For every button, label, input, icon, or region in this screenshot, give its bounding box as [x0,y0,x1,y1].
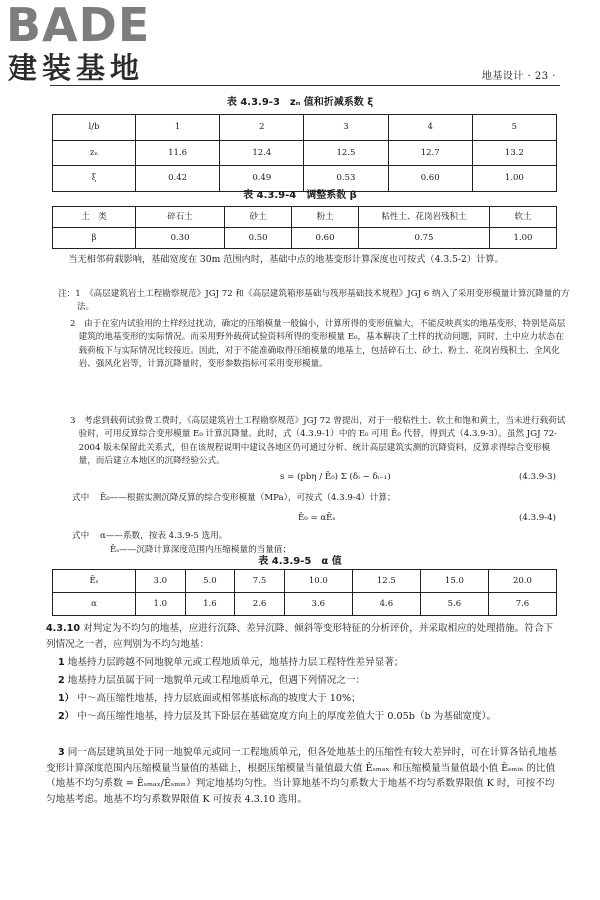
item-text: 地基持力层跨越不同地貌单元或工程地质单元，地基持力层工程特性差异显著； [67,657,404,668]
table-row [53,140,557,166]
table-1-caption: 表 4.3.9-3 zₙ 值和折减系数 ξ [226,97,374,108]
header-rule [50,85,560,86]
logo-text: BADE [6,0,151,52]
table-3-caption: 表 4.3.9-5 α 值 [258,556,342,567]
table-cell: 7.5 [235,570,285,593]
table-cell: 12.5 [304,140,388,166]
table-cell: 15.0 [420,570,488,593]
table-cell: 20.0 [488,570,556,593]
section-number: 4.3.10 [46,623,80,634]
where-symbol: α [99,531,106,541]
table-header-cell: 粘性土、花岗岩残积土 [359,207,490,228]
paragraph: 当无相邻荷载影响，基础宽度在 30m 范围内时，基础中点的地基变形计算深度也可按式（4.3.5-2）计算。 [68,254,504,265]
where-text: ——沉降计算深度范围内压缩模量的当量值； [119,545,292,555]
header-page-number: · 23 · [527,71,556,82]
where-clause-1 [72,492,396,504]
table-cell: 5.0 [185,570,235,593]
item-3 [46,745,558,807]
table-row [53,228,557,249]
where-prefix: 式中 [72,531,90,541]
table-cell: β [53,228,136,249]
item-text: 地基持力层虽属于同一地貌单元或工程地质单元，但遇下列情况之一： [67,675,366,686]
table-row [53,593,557,616]
table-row [53,570,557,593]
table-cell: 12.4 [220,140,304,166]
table-cell: l/b [53,115,136,141]
table-cell: 13.2 [472,140,556,166]
note-3: 3 考虑到载荷试验费工费时，《高层建筑岩土工程勘察规范》JGJ 72 曾提出，对于一般粘性土、软土和饱和黄土，当未进行载荷试验时，可用反算综合变形模量 E₀ 计算沉降量。此时，式（4.3.9-1）中的 E₀ 可用 Ē₀ 代替，得到式（4.3.9-3）。虽然 JGJ 72-2004 版未保留此关系式，但在该规程说明中建议各地区仍可通过分析、统计高层建筑实测的沉降资料，反算求得综合变形模量，而后建立本地区的沉降经验公式。 [70,416,566,466]
item-number: 2 [58,675,65,686]
where-symbol: Ēₛ [110,545,120,555]
item-2 [58,673,558,689]
table-cell: 3.6 [284,593,352,616]
table-cell: 1.0 [136,593,186,616]
table-cell: α [53,593,136,616]
table-cell: 2.6 [235,593,285,616]
table-cell: zₙ [53,140,136,166]
table-2 [52,206,557,249]
where-symbol: Ē₀ [99,493,110,503]
table-cell: 0.60 [292,228,359,249]
table-cell: 2 [220,115,304,141]
table-cell: 3.0 [136,570,186,593]
table-cell: 1 [136,115,220,141]
item-number: 1 [58,657,65,668]
where-text: ——系数，按表 4.3.9-5 选用。 [105,531,228,541]
table-cell: 0.60 [388,166,472,192]
table-header-cell: 砂土 [225,207,292,228]
logo-wordmark [6,0,151,52]
running-header [482,70,556,85]
table-cell: 1.6 [185,593,235,616]
table-cell: 7.6 [488,593,556,616]
table-cell: 10.0 [284,570,352,593]
table-cell: 0.30 [136,228,225,249]
table-cell: 12.7 [388,140,472,166]
table-cell: 0.75 [359,228,490,249]
table-cell: 0.53 [304,166,388,192]
table-header-cell: 粉土 [292,207,359,228]
table-cell: 11.6 [136,140,220,166]
item-1 [58,655,558,671]
table-header-cell: 软土 [490,207,557,228]
table-row [53,115,557,141]
sub-item-number: 1） [58,693,75,704]
table-header-cell: 土 类 [53,207,136,228]
table-3 [52,569,557,616]
sub-item-text: 中～高压缩性地基，持力层及其下卧层在基础宽度方向上的厚度差值大于 0.05b（b 为基础宽度）。 [77,711,497,722]
where-clause-2 [72,530,227,542]
table-cell: ξ [53,166,136,192]
table-cell: 1.00 [472,166,556,192]
table-row [53,166,557,192]
table-cell: 1.00 [490,228,557,249]
table-cell: 4.6 [352,593,420,616]
where-text: ——根据实测沉降反算的综合变形模量（MPa），可按式（4.3.9-4）计算； [109,493,396,503]
equation-4-3-9-3: s = (pbη / Ē₀) Σ (δᵢ − δᵢ₋₁) [280,472,391,482]
sub-item-2 [46,709,558,725]
note-2: 2 由于在室内试验用的土样经过扰动，确定的压缩模量一般偏小，计算所得的变形值偏大，不能反映真实的地基变形，特别是高层建筑的地基变形的实际情况。而采用野外载荷试验资料所得的变形模量 E₀，基本解决了土样的扰动问题，同时，土中应力状态在载荷板下与实际情况比较接近。因此，对于不能准确取得压缩模量的地基土，包括碎石土、砂土、粉土、花岗岩残积土、全风化岩、强风化岩等，计算沉降量时，变形参数指标可采用变形模量。 [70,319,566,369]
table-1 [52,114,557,192]
item-text: 同一高层建筑虽处于同一地貌单元或同一工程地质单元，但各处地基土的压缩性有较大差异时，可在计算各钻孔地基变形计算深度范围内压缩模量当量值的基础上，根据压缩模量当量值最大值 Ēₛₘₐₓ 和压缩模量当量值最小值 Ēₛₘᵢₙ 的比值（地基不均匀系数 = Ēₛₘₐₓ/Ēₛₘᵢₙ）判定地基均匀性。当计算地基不均匀系数大于地基不均匀系数界限值 K 时，可按不均匀地基考虑。地基不均匀系数界限值 K 可按表 4.3.10 选用。 [46,747,558,805]
table-cell: 5.6 [420,593,488,616]
section-text: 对判定为不均匀的地基，应进行沉降、差异沉降、倾斜等变形特征的分析评价，并采取相应的处理措施。符合下列情况之一者，应判别为不均匀地基： [46,623,554,650]
table-cell: 4 [388,115,472,141]
section-4-3-10 [46,621,558,652]
table-header-cell: 碎石土 [136,207,225,228]
table-cell: 0.42 [136,166,220,192]
note-1: 注：1 《高层建筑岩土工程勘察规范》JGJ 72 和《高层建筑箱形基础与筏形基础技术规程》JGJ 6 纳入了采用变形模量计算沉降量的方法。 [58,289,570,313]
sub-item-text: 中～高压缩性地基，持力层底面或相邻基底标高的坡度大于 10%； [77,693,361,704]
sub-item-1 [58,691,558,707]
where-prefix: 式中 [72,493,90,503]
table-cell: 3 [304,115,388,141]
equation-number: (4.3.9-3) [519,472,556,482]
table-cell: 5 [472,115,556,141]
table-cell: 12.5 [352,570,420,593]
equation-number: (4.3.9-4) [519,513,556,523]
equation-4-3-9-4: Ē₀ = αĒₛ [298,513,336,523]
table-cell: 0.49 [220,166,304,192]
table-header-row [53,207,557,228]
sub-item-number: 2） [58,711,75,722]
table-cell: Ēₛ [53,570,136,593]
table-2-caption: 表 4.3.9-4 调整系数 β [243,190,357,201]
table-cell: 0.50 [225,228,292,249]
item-number: 3 [58,747,65,758]
logo-chinese: 建装基地 [8,51,145,85]
header-section: 地基设计 [481,71,524,82]
